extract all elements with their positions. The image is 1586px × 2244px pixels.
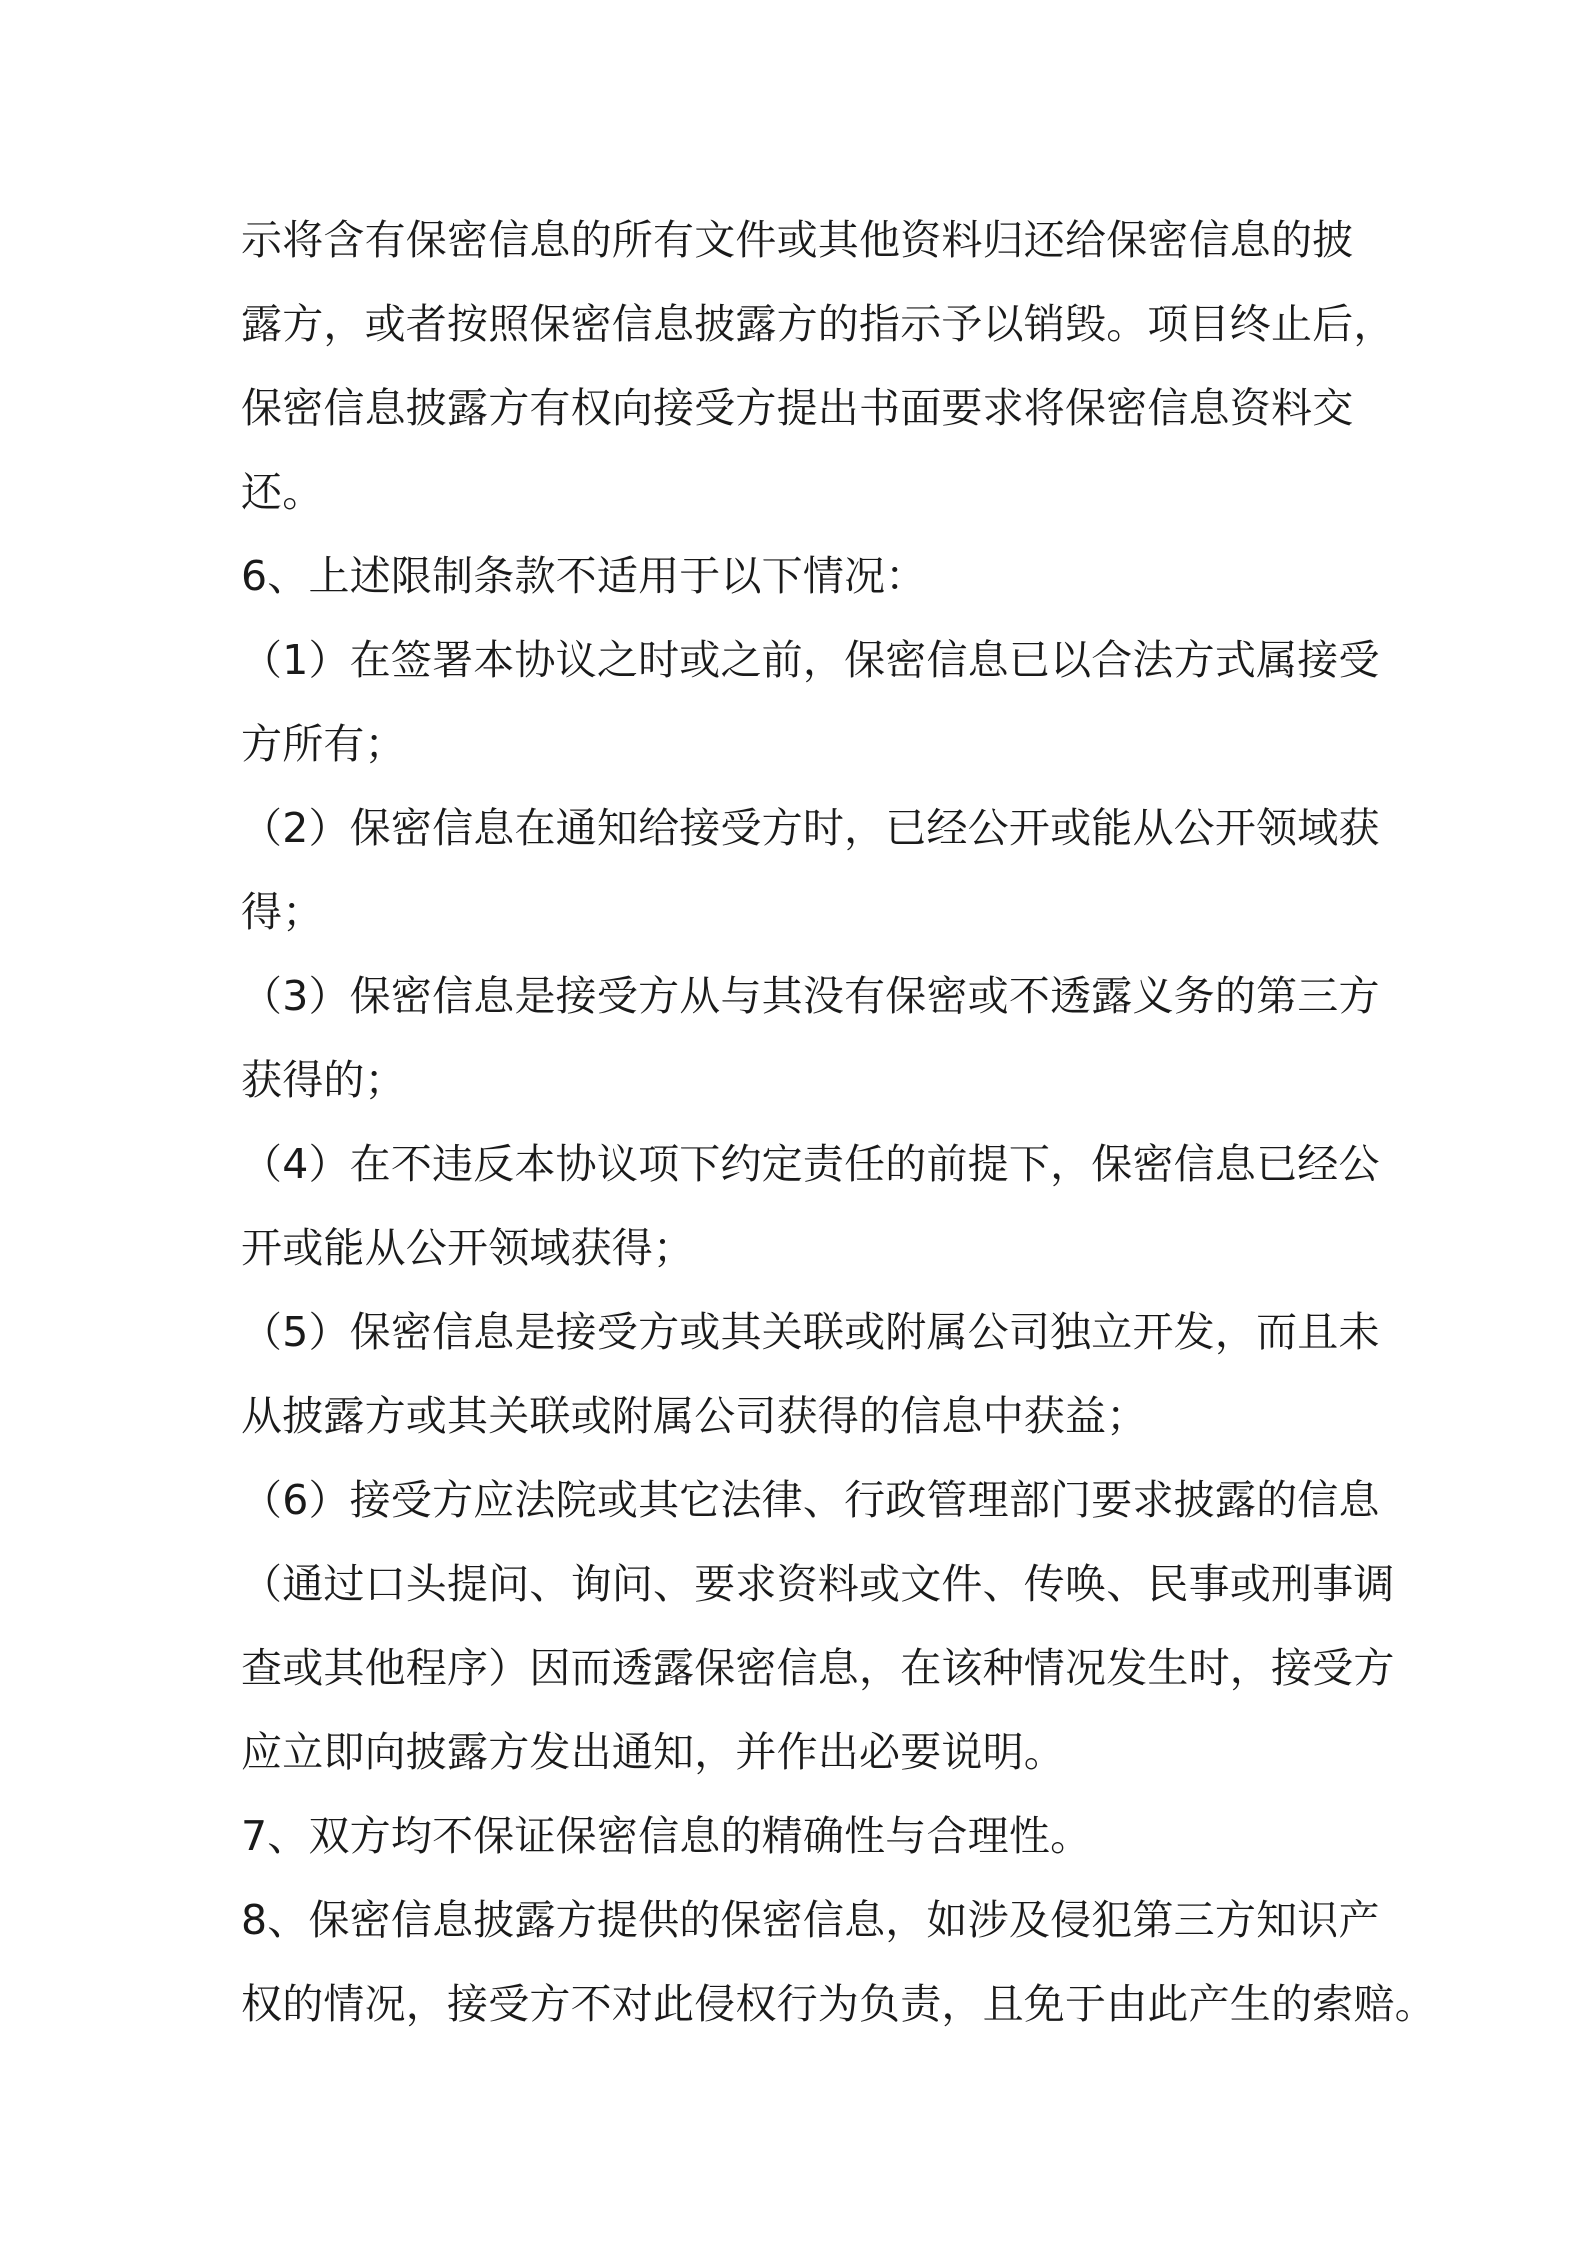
paragraph-line: 开或能从公开领域获得； <box>241 1224 695 1272</box>
paragraph-line: （通过口头提问、询问、要求资料或文件、传唤、民事或刑事调 <box>241 1560 1395 1608</box>
clause-6-item-1: （1）在签署本协议之时或之前，保密信息已以合法方式属接受 <box>241 636 1380 684</box>
clause-7: 7、双方均不保证保密信息的精确性与合理性。 <box>241 1812 1092 1860</box>
paragraph-line: 应立即向披露方发出通知，并作出必要说明。 <box>241 1728 1065 1776</box>
paragraph-line: 获得的； <box>241 1056 406 1104</box>
paragraph-line: 从披露方或其关联或附属公司获得的信息中获益； <box>241 1392 1148 1440</box>
paragraph-line: 露方，或者按照保密信息披露方的指示予以销毁。项目终止后， <box>241 300 1395 348</box>
clause-6-item-5: （5）保密信息是接受方或其关联或附属公司独立开发，而且未 <box>241 1308 1380 1356</box>
clause-6-item-2: （2）保密信息在通知给接受方时，已经公开或能从公开领域获 <box>241 804 1380 852</box>
paragraph-line: 查或其他程序）因而透露保密信息，在该种情况发生时，接受方 <box>241 1644 1395 1692</box>
clause-8: 8、保密信息披露方提供的保密信息，如涉及侵犯第三方知识产 <box>241 1896 1380 1944</box>
clause-6-item-4: （4）在不违反本协议项下约定责任的前提下，保密信息已经公 <box>241 1140 1380 1188</box>
paragraph-line: 权的情况，接受方不对此侵权行为负责，且免于由此产生的索赔。 <box>241 1980 1436 2028</box>
clause-6-heading: 6、上述限制条款不适用于以下情况： <box>241 552 927 600</box>
paragraph-line: 还。 <box>241 468 324 516</box>
document-body <box>241 198 1436 2046</box>
clause-6-item-6: （6）接受方应法院或其它法律、行政管理部门要求披露的信息 <box>241 1476 1380 1524</box>
paragraph-line: 示将含有保密信息的所有文件或其他资料归还给保密信息的披 <box>241 216 1354 264</box>
clause-6-item-3: （3）保密信息是接受方从与其没有保密或不透露义务的第三方 <box>241 972 1380 1020</box>
paragraph-line: 保密信息披露方有权向接受方提出书面要求将保密信息资料交 <box>241 384 1354 432</box>
paragraph-line: 方所有； <box>241 720 406 768</box>
paragraph-line: 得； <box>241 888 324 936</box>
